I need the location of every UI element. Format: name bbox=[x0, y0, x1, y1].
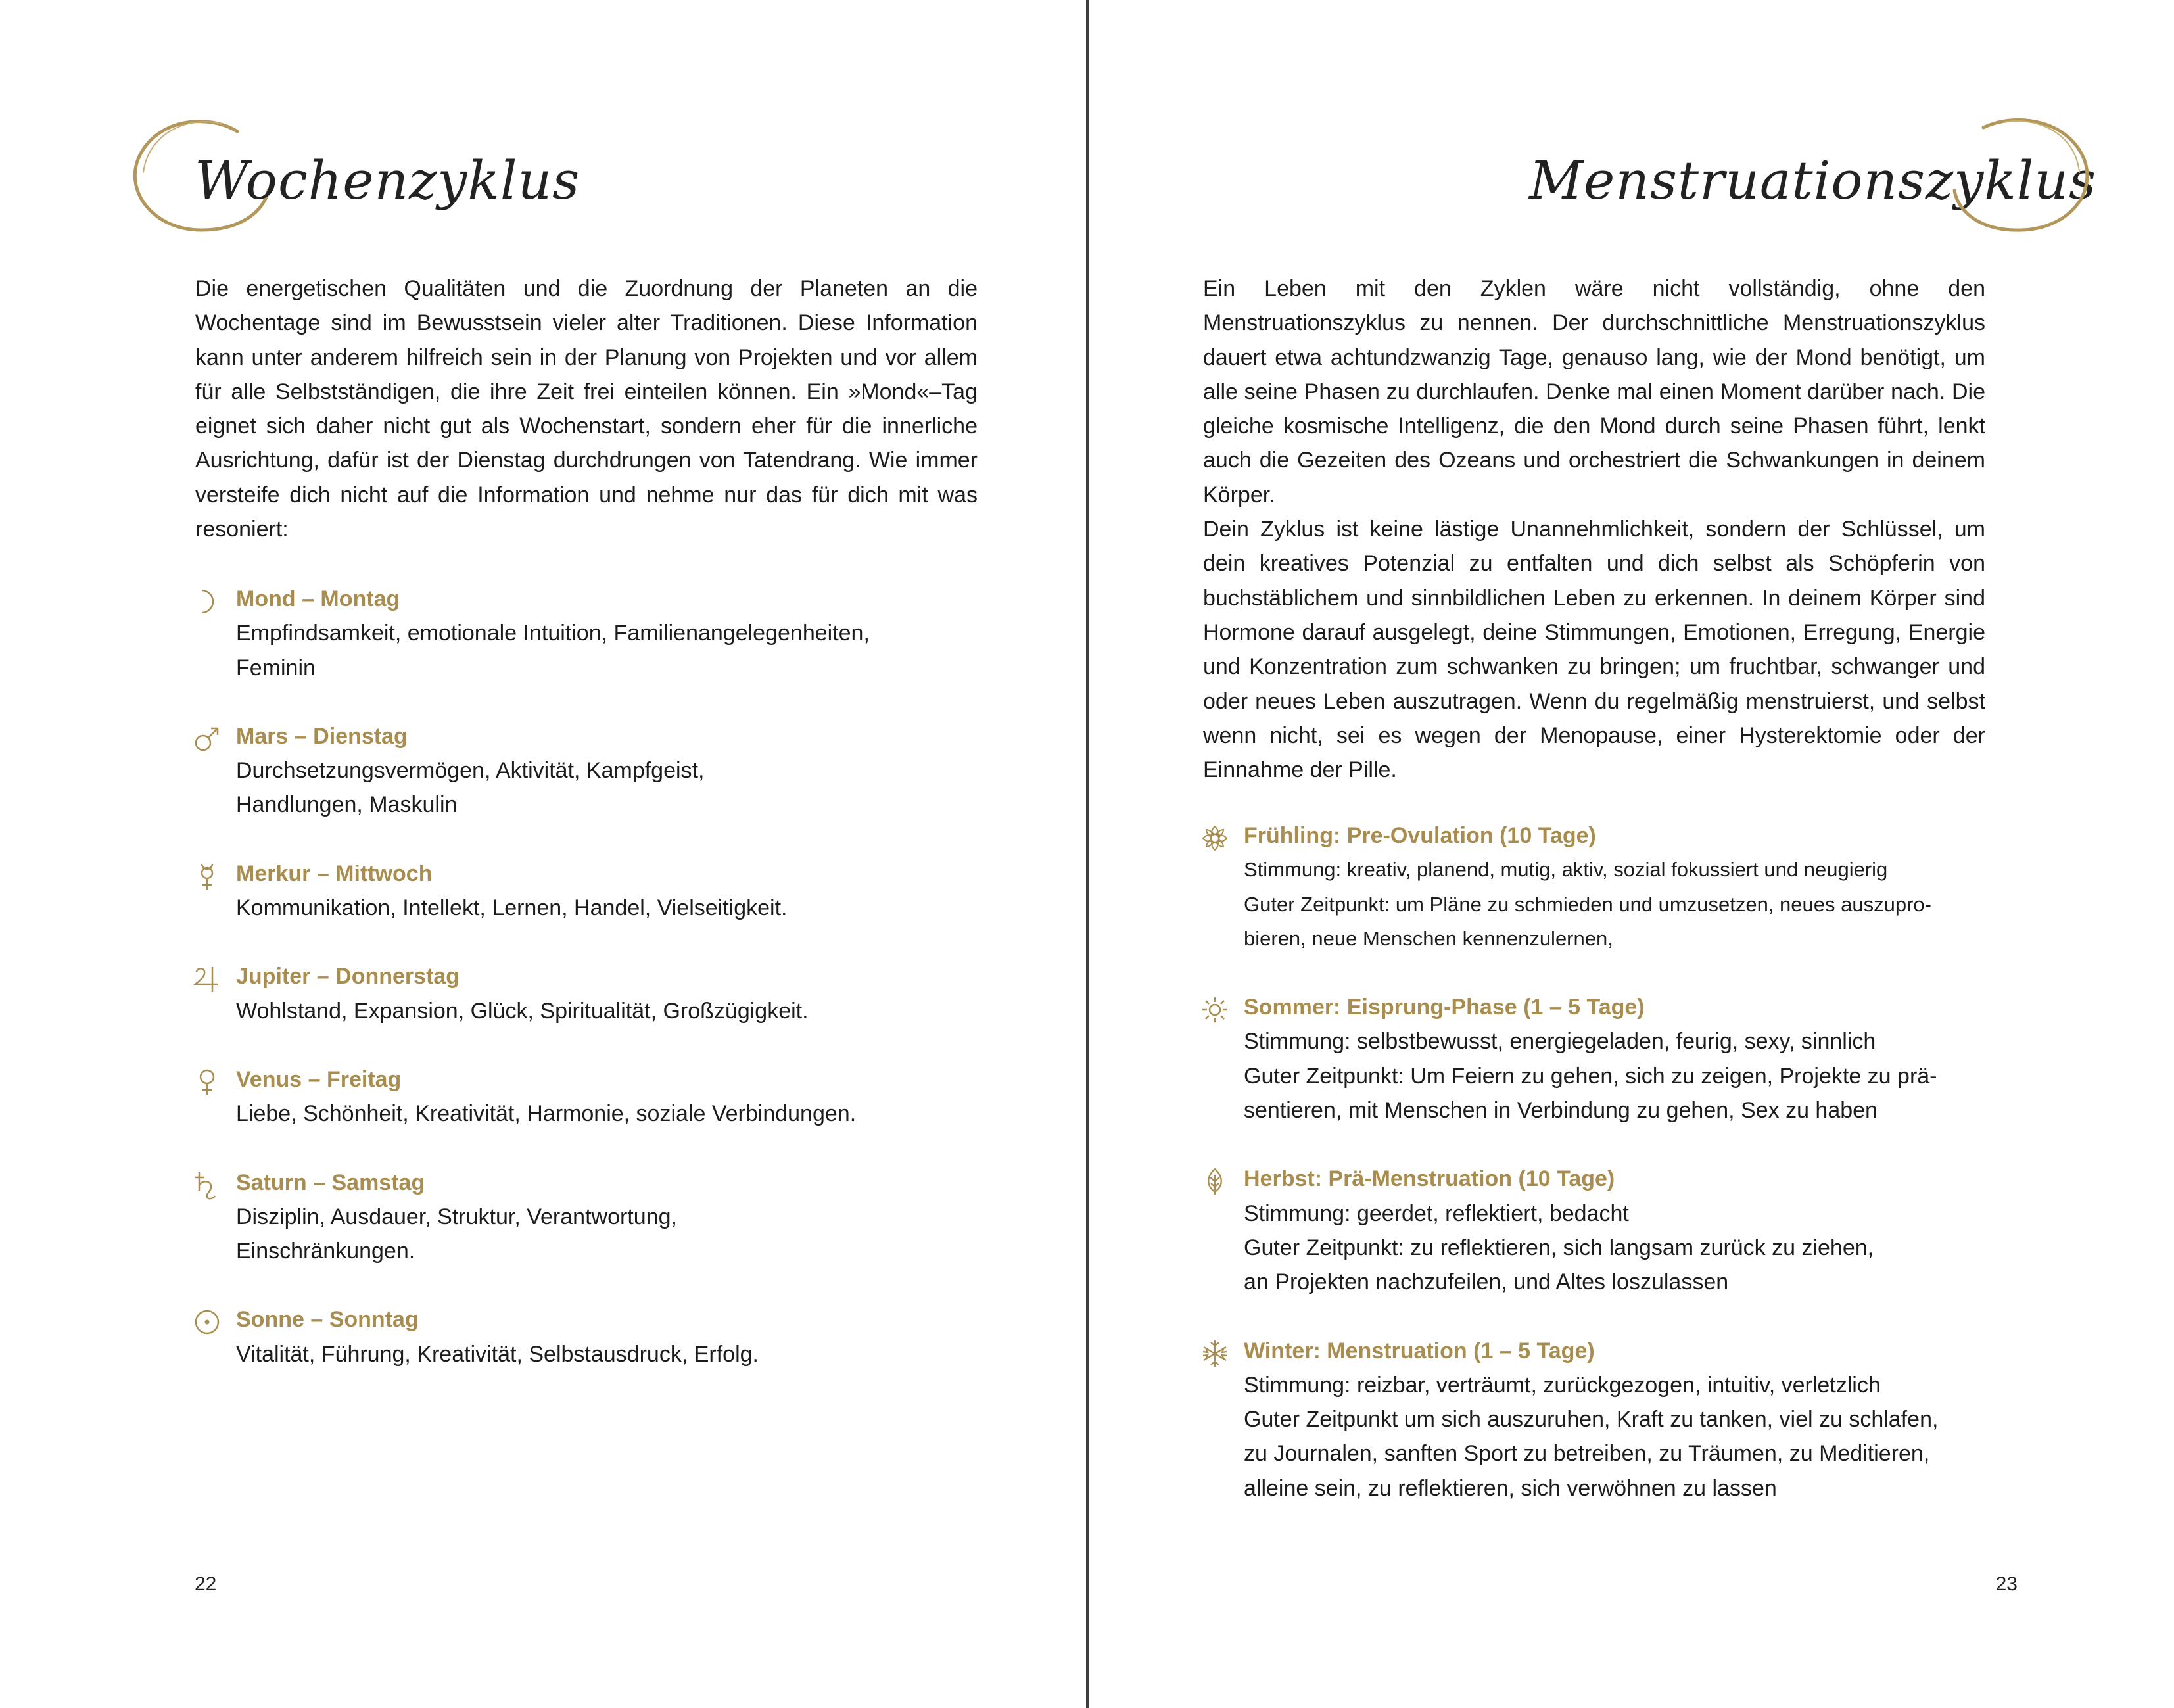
paragraph-2: Dein Zyklus ist keine lästige Unannehmlichkeit, sondern der Schlüssel, um dein kreatives Potenzial zu entfalten und dich selbst als Schöpferin von buchstäblichem und sinnbildlichen Leben zu erkennen. In deinem Körper sind Hormone darauf ausgelegt, deine Stimmungen, Emotionen, Erregung, Energie und Konzentration zum schwanken zu bringen; um fruchtbar, schwanger und oder neues Leben auszutragen. Wenn du regelmäßig menstruierst, und selbst wenn nicht, sei es wegen der Menopause, einer Hysterektomie oder der Einnahme der Pille. bbox=[1203, 517, 1985, 783]
sun-rays-icon bbox=[1200, 995, 1229, 1024]
phase-timing: zu Journalen, sanften Sport zu betreiben, zu Träumen, zu Meditieren, bbox=[1244, 1441, 1930, 1467]
weekday-desc: Liebe, Schönheit, Kreativität, Harmonie, soziale Verbindungen. bbox=[236, 1101, 857, 1127]
intro-paragraphs bbox=[1203, 272, 1985, 787]
phase-mood: Stimmung: kreativ, planend, mutig, aktiv, sozial fokussiert und neugierig bbox=[1244, 858, 1888, 882]
phase-heading: Herbst: Prä-Menstruation (10 Tage) bbox=[1244, 1166, 1615, 1192]
weekday-desc: Handlungen, Maskulin bbox=[236, 792, 458, 818]
weekday-heading: Saturn – Samstag bbox=[236, 1170, 425, 1195]
weekday-desc: Disziplin, Ausdauer, Struktur, Verantwortung, bbox=[236, 1204, 677, 1229]
phase-mood: Stimmung: reizbar, verträumt, zurückgezogen, intuitiv, verletzlich bbox=[1244, 1372, 1881, 1398]
weekday-entry-wednesday bbox=[195, 857, 984, 926]
phase-timing: Guter Zeitpunkt um sich auszuruhen, Kraft zu tanken, viel zu schlafen, bbox=[1244, 1407, 1939, 1433]
weekday-entry-monday bbox=[195, 582, 984, 685]
weekday-desc: Feminin bbox=[236, 655, 316, 680]
right-page bbox=[1089, 0, 2174, 1708]
mars-icon bbox=[193, 724, 222, 753]
weekday-entry-saturday bbox=[195, 1166, 984, 1269]
weekday-desc: Wohlstand, Expansion, Glück, Spiritualität, Großzügigkeit. bbox=[236, 998, 809, 1024]
phase-entry-winter bbox=[1203, 1334, 1998, 1506]
weekday-entry-friday bbox=[195, 1062, 984, 1131]
jupiter-icon bbox=[193, 964, 222, 993]
weekday-entry-thursday bbox=[195, 959, 984, 1028]
moon-icon bbox=[193, 587, 222, 616]
phase-mood: Stimmung: geerdet, reflektiert, bedacht bbox=[1244, 1200, 1629, 1226]
phase-timing: Guter Zeitpunkt: zu reflektieren, sich langsam zurück zu ziehen, bbox=[1244, 1235, 1874, 1260]
flower-icon bbox=[1200, 824, 1229, 853]
cycle-phase-list bbox=[1203, 818, 1998, 1506]
page-number: 23 bbox=[1995, 1573, 2018, 1595]
phase-heading: Winter: Menstruation (1 – 5 Tage) bbox=[1244, 1338, 1595, 1364]
weekday-heading: Venus – Freitag bbox=[236, 1066, 402, 1092]
intro-paragraph: Die energetischen Qualitäten und die Zuordnung der Planeten an die Wochentage sind im Bewusstsein vieler alter Traditionen. Diese Information kann unter anderem hilfreich sein in der Planung von Projekten und vor allem für alle Selbstständigen, die ihre Zeit frei einteilen können. Ein »Mond«–Tag eignet sich daher nicht gut als Wochenstart, sondern eher für die innerliche Ausrichtung, dafür ist der Dienstag durchdrungen von Tatendrang. Wie immer versteife dich nicht auf die Information und nehme nur das für dich mit was resoniert: bbox=[195, 276, 978, 542]
page-number: 22 bbox=[195, 1573, 217, 1595]
weekday-desc: Einschränkungen. bbox=[236, 1239, 415, 1264]
phase-entry-spring bbox=[1203, 818, 1998, 956]
weekday-heading: Sonne – Sonntag bbox=[236, 1307, 419, 1333]
mercury-icon bbox=[193, 862, 222, 891]
weekday-heading: Mond – Montag bbox=[236, 586, 400, 611]
phase-timing: Guter Zeitpunkt: um Pläne zu schmieden und umzusetzen, neues auszupro- bbox=[1244, 892, 1931, 916]
phase-timing: an Projekten nachzufeilen, und Altes loszulassen bbox=[1244, 1269, 1729, 1295]
weekday-desc: Durchsetzungsvermögen, Aktivität, Kampfgeist, bbox=[236, 758, 705, 784]
phase-heading: Sommer: Eisprung-Phase (1 – 5 Tage) bbox=[1244, 995, 1645, 1020]
weekday-desc: Kommunikation, Intellekt, Lernen, Handel, Vielseitigkeit. bbox=[236, 895, 788, 921]
phase-timing: alleine sein, zu reflektieren, sich verwöhnen zu lassen bbox=[1244, 1475, 1777, 1501]
sun-icon bbox=[193, 1308, 222, 1337]
saturn-icon bbox=[193, 1171, 222, 1200]
page-title: Wochenzyklus bbox=[195, 150, 580, 211]
weekday-heading: Jupiter – Donnerstag bbox=[236, 964, 460, 989]
gold-ring-ornament bbox=[1944, 113, 2095, 238]
weekday-desc: Vitalität, Führung, Kreativität, Selbstausdruck, Erfolg. bbox=[236, 1341, 759, 1367]
phase-timing: bieren, neue Menschen kennenzulernen, bbox=[1244, 926, 1613, 950]
leaf-icon bbox=[1200, 1167, 1229, 1196]
snowflake-icon bbox=[1200, 1339, 1229, 1368]
phase-entry-autumn bbox=[1203, 1162, 1998, 1299]
weekday-heading: Mars – Dienstag bbox=[236, 723, 408, 749]
left-page bbox=[0, 0, 1086, 1708]
page-title: Menstruationszyklus bbox=[1529, 150, 2096, 211]
weekday-entry-sunday bbox=[195, 1302, 984, 1371]
weekday-list bbox=[195, 582, 984, 1371]
weekday-entry-tuesday bbox=[195, 719, 984, 822]
phase-entry-summer bbox=[1203, 990, 1998, 1127]
phase-timing: sentieren, mit Menschen in Verbindung zu gehen, Sex zu haben bbox=[1244, 1098, 1878, 1124]
paragraph-1: Ein Leben mit den Zyklen wäre nicht vollständig, ohne den Menstruationszyklus zu nennen. Der durchschnittliche Menstruationszyklus dauert etwa achtundzwanzig Tage, genauso lang, wie der Mond benötigt, um alle seine Phasen zu durchlaufen. Denke mal einen Moment darüber nach. Die gleiche kosmische Intelligenz, die den Mond durch seine Phasen führt, lenkt auch die Gezeiten des Ozeans und orchestriert die Schwankungen in deinem Körper. bbox=[1203, 276, 1985, 508]
weekday-desc: Empfindsamkeit, emotionale Intuition, Familienangelegenheiten, bbox=[236, 621, 870, 646]
venus-icon bbox=[193, 1068, 222, 1097]
phase-mood: Stimmung: selbstbewusst, energiegeladen, feurig, sexy, sinnlich bbox=[1244, 1029, 1876, 1055]
weekday-heading: Merkur – Mittwoch bbox=[236, 861, 433, 886]
phase-heading: Frühling: Pre-Ovulation (10 Tage) bbox=[1244, 823, 1596, 848]
phase-timing: Guter Zeitpunkt: Um Feiern zu gehen, sich zu zeigen, Projekte zu prä- bbox=[1244, 1063, 1937, 1089]
